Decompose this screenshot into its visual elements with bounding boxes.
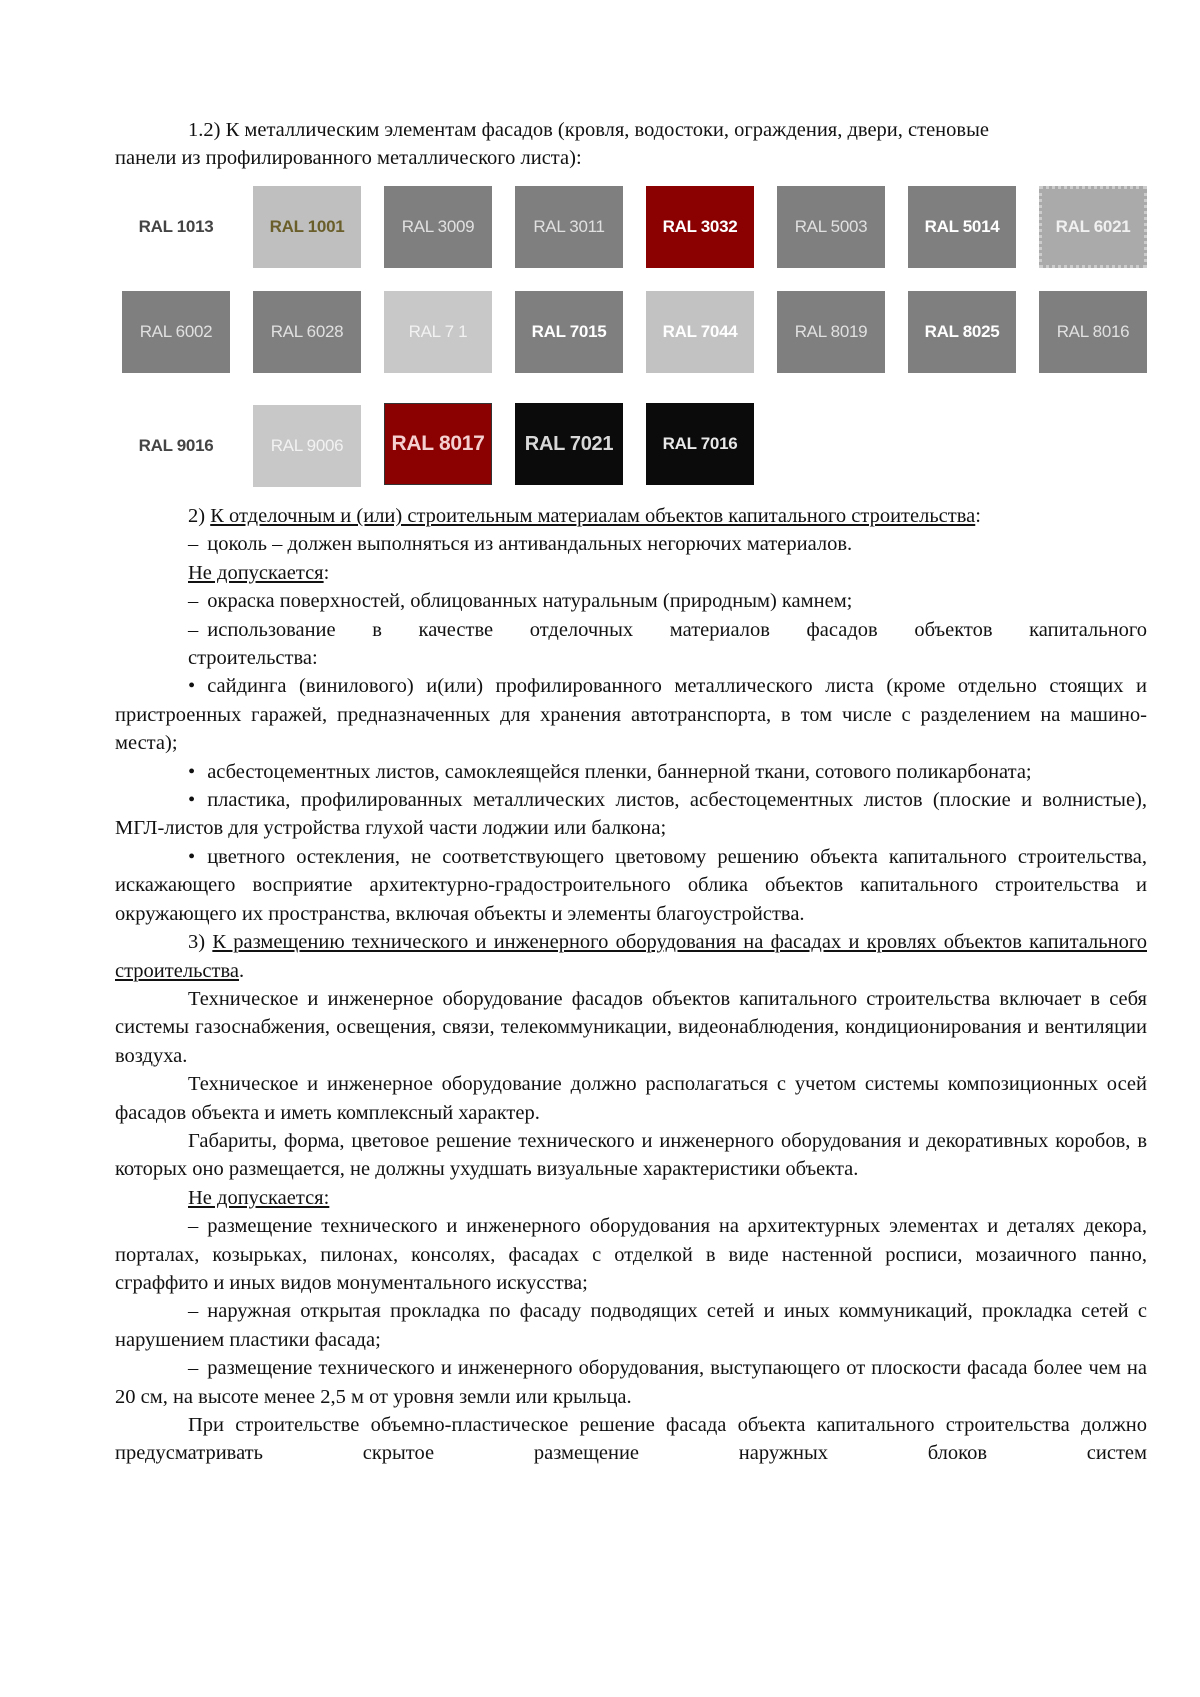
section-2-heading: 2) К отделочным и (или) строительным материалам объектов капитального строительства: xyxy=(188,505,981,527)
bullet-siding: • сайдинга (винилового) и(или) профилированного металлического листа (кроме отдельно стоящих и пристроенных гаражей, предназначенных для хранения автотранспорта, в том числе с разделением на машино-места); xyxy=(115,675,1147,755)
restriction-protrusion: – размещение технического и инженерного оборудования, выступающего от плоскости фасада более чем на 20 см, на высоте менее 2,5 м от уровня земли или крыльца. xyxy=(115,1357,1147,1408)
swatch-ral-6002: RAL 6002 xyxy=(122,291,230,373)
restriction-networks: – наружная открытая прокладка по фасаду подводящих сетей и иных коммуникаций, прокладка сетей с нарушением пластики фасада; xyxy=(115,1300,1147,1351)
swatch-ral-7016: RAL 7016 xyxy=(646,403,754,485)
swatch-ral-7xx1: RAL 7 1 xyxy=(384,291,492,373)
swatch-ral-8016: RAL 8016 xyxy=(1039,291,1147,373)
swatch-ral-5003: RAL 5003 xyxy=(777,186,885,268)
bullet-plastic: • пластика, профилированных металлических листов, асбестоцементных листов (плоские и волнистые), МГЛ-листов для устройства глухой части лоджии или балкона; xyxy=(115,789,1147,840)
plinth-item: – цоколь – должен выполняться из антивандальных негорючих материалов. xyxy=(188,533,853,556)
equipment-paragraph-2: Техническое и инженерное оборудование должно располагаться с учетом системы композиционных осей фасадов объекта и иметь комплексный характер. xyxy=(115,1073,1147,1124)
equipment-paragraph-1: Техническое и инженерное оборудование фасадов объектов капитального строительства включает в себя системы газоснабжения, освещения, связи, телекоммуникации, видеонаблюдения, кондиционирования и вентиляции воздуха. xyxy=(115,987,1147,1067)
intro-line-1: 1.2) К металлическим элементам фасадов (кровля, водостоки, ограждения, двери, стеновые xyxy=(188,119,989,141)
swatch-ral-7044: RAL 7044 xyxy=(646,291,754,373)
not-allowed-label-2: Не допускается: xyxy=(188,1186,330,1209)
swatch-ral-1013: RAL 1013 xyxy=(138,217,214,236)
intro-line-2: панели из профилированного металлического листа): xyxy=(115,147,582,170)
bullet-glazing: • цветного остекления, не соответствующего цветовому решению объекта капитального строительства, искажающего восприятие архитектурно-градостроительного облика объектов капитального строительства и окружающего их пространства, включая объекты и элементы благоустройства. xyxy=(115,845,1147,925)
swatch-ral-8025: RAL 8025 xyxy=(908,291,1016,373)
use-item-line-1: – использование в качестве отделочных материалов фасадов объектов капитального xyxy=(188,618,1147,641)
section-3-heading: 3) К размещению технического и инженерного оборудования на фасадах и кровлях объектов капитального строительства. xyxy=(115,931,1147,982)
swatch-ral-7015: RAL 7015 xyxy=(515,291,623,373)
swatch-ral-3011: RAL 3011 xyxy=(515,186,623,268)
section-3-title: К размещению технического и инженерного оборудования на фасадах и кровлях объектов капитального строительства xyxy=(115,931,1147,982)
intro-block xyxy=(115,116,1147,173)
equipment-paragraph-3: Габариты, форма, цветовое решение технического и инженерного оборудования и декоративных коробов, в которых оно размещается, не должны ухудшать визуальные характеристики объекта. xyxy=(115,1129,1147,1181)
use-item-line-2: строительства: xyxy=(188,647,318,670)
swatch-ral-5014: RAL 5014 xyxy=(908,186,1016,268)
swatch-ral-3032: RAL 3032 xyxy=(646,186,754,268)
section-2-title: К отделочным и (или) строительным материалам объектов капитального строительства xyxy=(210,505,976,527)
swatch-ral-7021: RAL 7021 xyxy=(515,403,623,485)
swatch-ral-9016: RAL 9016 xyxy=(138,436,214,455)
swatch-ral-9006: RAL 9006 xyxy=(253,405,361,487)
body-text xyxy=(115,502,1147,1468)
paint-item: – окраска поверхностей, облицованных натуральным (природным) камнем; xyxy=(188,590,853,613)
swatch-ral-6028: RAL 6028 xyxy=(253,291,361,373)
restriction-decor: – размещение технического и инженерного оборудования на архитектурных элементах и деталях декора, порталах, козырьках, пилонах, консолях, фасадах с отделкой в виде настенной росписи, мозаичного панно, сграффито и иных видов монументального искусства; xyxy=(115,1215,1147,1294)
bullet-asbestos: • асбестоцементных листов, самоклеящейся пленки, баннерной ткани, сотового поликарбоната; xyxy=(188,760,1032,783)
swatch-ral-6021: RAL 6021 xyxy=(1039,186,1147,268)
swatch-ral-8017: RAL 8017 xyxy=(384,403,492,485)
construction-paragraph: При строительстве объемно-пластическое решение фасада объекта капитального строительства должно предусматривать скрытое размещение наружных блоков систем xyxy=(115,1414,1147,1465)
swatch-ral-3009: RAL 3009 xyxy=(384,186,492,268)
swatch-ral-1001: RAL 1001 xyxy=(253,186,361,268)
not-allowed-label: Не допускается: xyxy=(188,561,330,584)
swatch-ral-8019: RAL 8019 xyxy=(777,291,885,373)
